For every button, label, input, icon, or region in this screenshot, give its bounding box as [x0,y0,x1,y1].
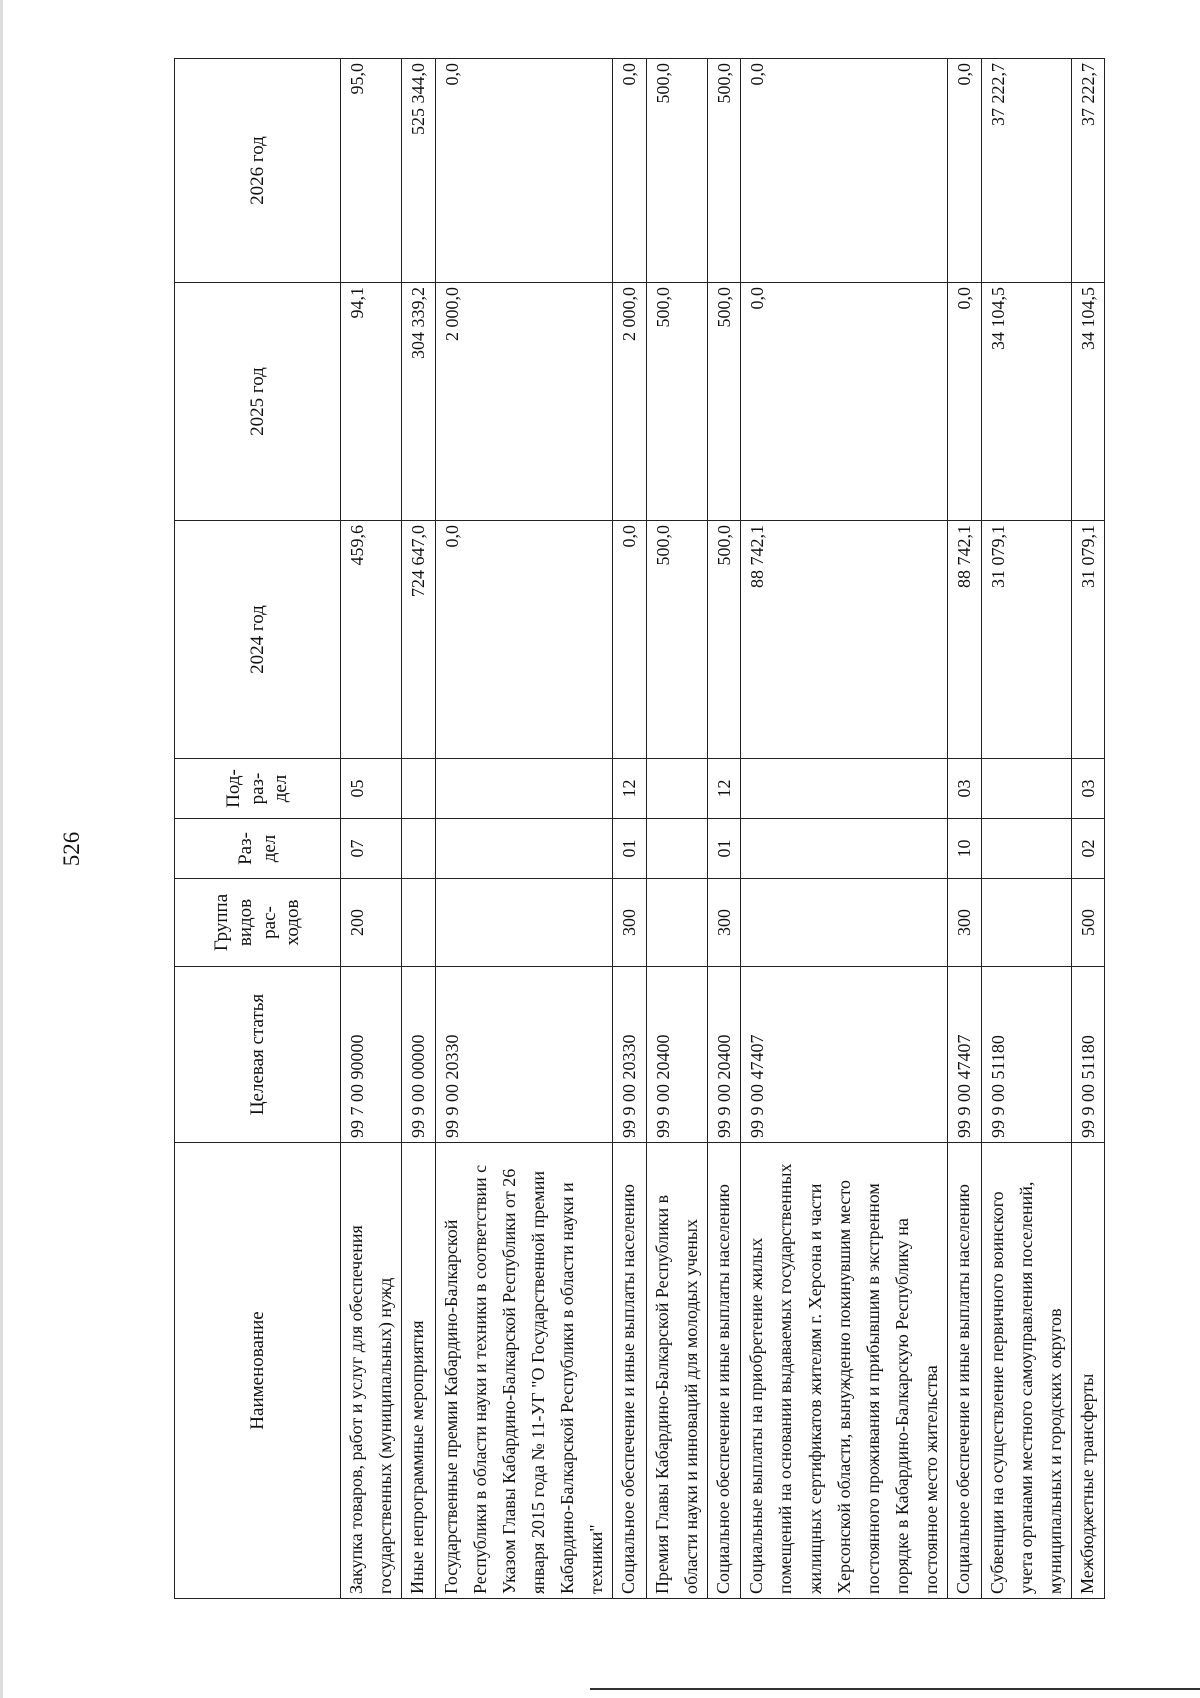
row-section: 10 [948,819,981,879]
header-2026: 2026 год [175,59,341,283]
row-target: 99 9 00 20400 [646,967,707,1143]
row-name: Межбюджетные трансферты [1072,1143,1105,1599]
row-2026: 95,0 [341,59,402,283]
row-subsection: 12 [708,759,741,819]
row-2025: 500,0 [708,283,741,521]
row-2024: 459,6 [341,521,402,759]
row-2024: 88 742,1 [948,521,981,759]
row-2024: 500,0 [646,521,707,759]
row-2025: 2 000,0 [613,283,646,521]
row-group [741,879,948,967]
row-name: Иные непрограммные мероприятия [402,1143,435,1599]
row-name: Социальные выплаты на приобретение жилых помещений на основании выдаваемых государственных жилищных сертификатов жителям г. Херсона и части Херсонской области, вынужденно покинувшим место постоянного проживания и прибывшим в экстренном порядке в Кабардино-Балкарскую Республику на постоянное место жительства [741,1143,948,1599]
header-2025: 2025 год [175,283,341,521]
row-2024: 0,0 [435,521,613,759]
row-subsection [435,759,613,819]
row-group: 500 [1072,879,1105,967]
header-subsection: Под- раз- дел [175,759,341,819]
row-2024: 724 647,0 [402,521,435,759]
budget-table-container [174,59,1189,1599]
row-2025: 94,1 [341,283,402,521]
row-2025: 0,0 [741,283,948,521]
row-group [981,879,1071,967]
header-2024: 2024 год [175,521,341,759]
row-section: 07 [341,819,402,879]
row-2026: 37 222,7 [1072,59,1105,283]
row-target: 99 9 00 20330 [613,967,646,1143]
row-2025: 304 339,2 [402,283,435,521]
row-2024: 0,0 [613,521,646,759]
row-section: 02 [1072,819,1105,879]
row-target: 99 9 00 20330 [435,967,613,1143]
row-2024: 88 742,1 [741,521,948,759]
row-target: 99 9 00 47407 [741,967,948,1143]
table-row [435,59,613,1599]
row-2026: 37 222,7 [981,59,1071,283]
row-group: 200 [341,879,402,967]
row-subsection [646,759,707,819]
row-section [402,819,435,879]
row-2024: 31 079,1 [1072,521,1105,759]
row-group: 300 [948,879,981,967]
row-name: Социальное обеспечение и иные выплаты населению [948,1143,981,1599]
row-subsection: 12 [613,759,646,819]
table-header-row [175,59,341,1599]
row-target: 99 7 00 90000 [341,967,402,1143]
row-name: Закупка товаров, работ и услуг для обеспечения государственных (муниципальных) нужд [341,1143,402,1599]
table-row [948,59,981,1599]
row-target: 99 9 00 20400 [708,967,741,1143]
row-section: 01 [708,819,741,879]
budget-table [174,58,1105,1599]
row-target: 99 9 00 51180 [981,967,1071,1143]
row-subsection [402,759,435,819]
row-name: Социальное обеспечение и иные выплаты населению [708,1143,741,1599]
row-name: Субвенции на осуществление первичного воинского учета органами местного самоуправления поселений, муниципальных и городских округов [981,1143,1071,1599]
table-row [646,59,707,1599]
row-section [435,819,613,879]
table-row [402,59,435,1599]
row-subsection [981,759,1071,819]
row-subsection: 05 [341,759,402,819]
row-name: Государственные премии Кабардино-Балкарской Республики в области науки и техники в соответствии с Указом Главы Кабардино-Балкарской Республики от 26 января 2015 года № 11-УГ "О Государственной премии Кабардино-Балкарской Республики в области науки и техники" [435,1143,613,1599]
table-row [613,59,646,1599]
row-section [741,819,948,879]
row-target: 99 9 00 00000 [402,967,435,1143]
row-name: Премия Главы Кабардино-Балкарской Республики в области науки и инноваций для молодых ученых [646,1143,707,1599]
table-row [708,59,741,1599]
row-subsection: 03 [948,759,981,819]
row-2024: 500,0 [708,521,741,759]
header-section: Раз- дел [175,819,341,879]
row-2026: 500,0 [708,59,741,283]
table-row [341,59,402,1599]
row-2025: 500,0 [646,283,707,521]
row-section [981,819,1071,879]
row-2024: 31 079,1 [981,521,1071,759]
row-section: 01 [613,819,646,879]
row-target: 99 9 00 47407 [948,967,981,1143]
row-group [646,879,707,967]
row-2025: 34 104,5 [981,283,1071,521]
row-2026: 0,0 [741,59,948,283]
row-section [646,819,707,879]
row-group [402,879,435,967]
row-2026: 0,0 [613,59,646,283]
row-group [435,879,613,967]
row-2026: 0,0 [948,59,981,283]
row-2026: 0,0 [435,59,613,283]
row-group: 300 [708,879,741,967]
row-group: 300 [613,879,646,967]
scan-edge [0,0,3,1698]
header-target: Целевая статья [175,967,341,1143]
row-2025: 34 104,5 [1072,283,1105,521]
header-group: Группа видов рас- ходов [175,879,341,967]
page-number: 526 [59,831,84,867]
row-target: 99 9 00 51180 [1072,967,1105,1143]
row-2025: 0,0 [948,283,981,521]
table-row [1072,59,1105,1599]
row-2025: 2 000,0 [435,283,613,521]
table-row [741,59,948,1599]
scan-bottom-line [590,1688,1200,1690]
row-name: Социальное обеспечение и иные выплаты населению [613,1143,646,1599]
row-2026: 500,0 [646,59,707,283]
row-2026: 525 344,0 [402,59,435,283]
row-subsection: 03 [1072,759,1105,819]
header-name: Наименование [175,1143,341,1599]
table-row [981,59,1071,1599]
row-subsection [741,759,948,819]
